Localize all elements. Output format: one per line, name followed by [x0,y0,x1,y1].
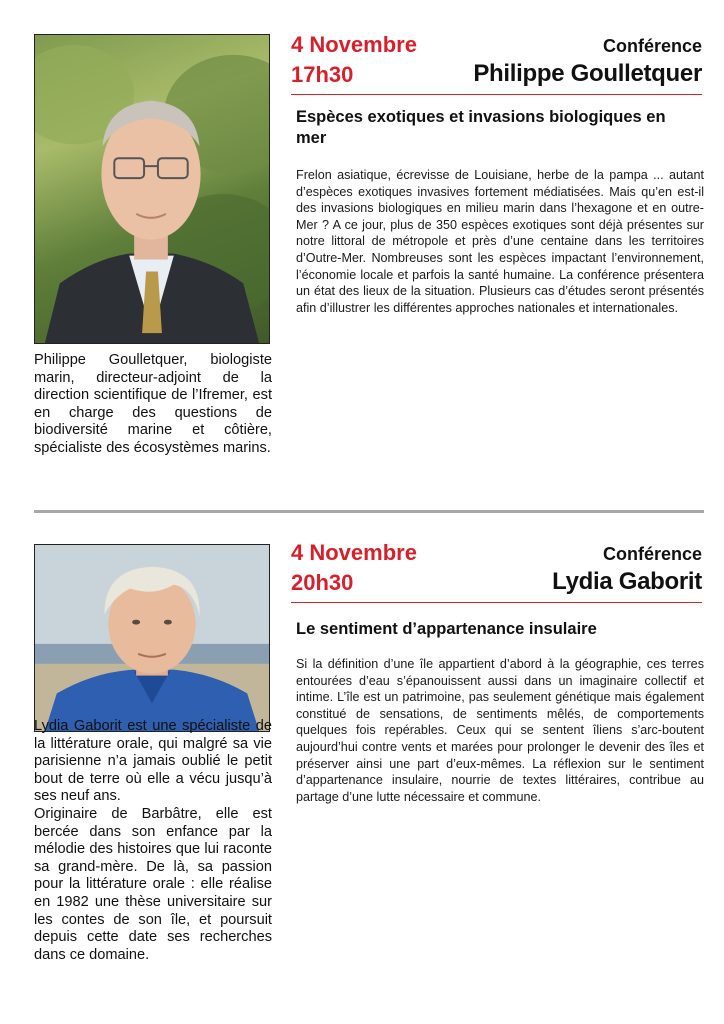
speaker-photo [34,544,270,732]
speaker-photo [34,34,270,344]
portrait-man-illustration [35,35,269,343]
talk-abstract: Frelon asiatique, écrevisse de Louisiane, herbe de la pampa ... autant d’espèces exotiques invasives fortement médiatisées. Mais qu’en est-il des invasions biologiques en milieu marin dans l’hexagone et en outre-Mer ? A ce jour, plus de 350 espèces exotiques sont déjà présentes sur notre littoral de métropole et près d’une centaine dans les territoires d’Outre-Mer. Nombreuses sont les espèces impactant l’environnement, l’économie locale et parfois la santé humaine. La conférence présentera un état des lieux de la situation. Plusieurs cas d’études seront présentés afin d’illustrer les différentes approches nationales et internationales. [296,168,704,315]
event-type: Conférence [602,36,702,56]
section-divider [34,510,704,513]
event-header [291,540,702,603]
event-header [291,32,702,95]
event-type: Conférence [602,544,702,564]
speaker-bio: Lydia Gaborit est une spécialiste de la littérature orale, qui malgré sa vie parisienne n’a jamais oublié le petit bout de terre où elle a vécu jusqu’à ses neuf ans. Originaire de Barbâtre, elle est bercée dans son enfance par la mélodie des histoires que lui raconte sa grand-mère. De là, sa passion pour la littérature orale : elle réalise en 1982 une thèse universitaire sur les contes de son île, et poursuit depuis cette date ses recherches dans ce domaine. [34,718,272,963]
event-date: 4 Novembre [291,32,417,57]
event-time: 17h30 [291,62,354,87]
speaker-bio: Philippe Goulletquer, biologiste marin, directeur-adjoint de la direction scientifique de l’Ifremer, est en charge des questions de biodiversité marine et côtière, spécialiste des écosystèmes marins. [34,352,272,456]
event-date: 4 Novembre [291,540,417,565]
talk-title: Le sentiment d’appartenance insulaire [296,620,597,638]
speaker-name: Lydia Gaborit [552,568,702,595]
portrait-woman-illustration [35,545,269,731]
talk-abstract: Si la définition d’une île appartient d’abord à la géographie, ces terres entourées d’eau s’épanouissent aussi dans un imaginaire collectif et intime. L’île est un patrimoine, pas seulement génétique mais également constitué de sensations, de sentiments mêlés, de comportements quelques fois repérables. Ceux qui se sentent îliens s’arc-boutent aujourd’hui contre vents et marées pour prolonger le devenir des îles et préserver ainsi une part d’eux-mêmes. La réflexion sur le sentiment d’appartenance insulaire, nourrie de textes littéraires, contribue au partage d’une lutte nécessaire et commune. [296,657,704,804]
speaker-name: Philippe Goulletquer [473,60,702,87]
event-gaborit [0,520,724,1024]
event-time: 20h30 [291,570,354,595]
talk-title: Espèces exotiques et invasions biologiques en mer [296,108,666,147]
event-goulletquer [0,0,724,505]
